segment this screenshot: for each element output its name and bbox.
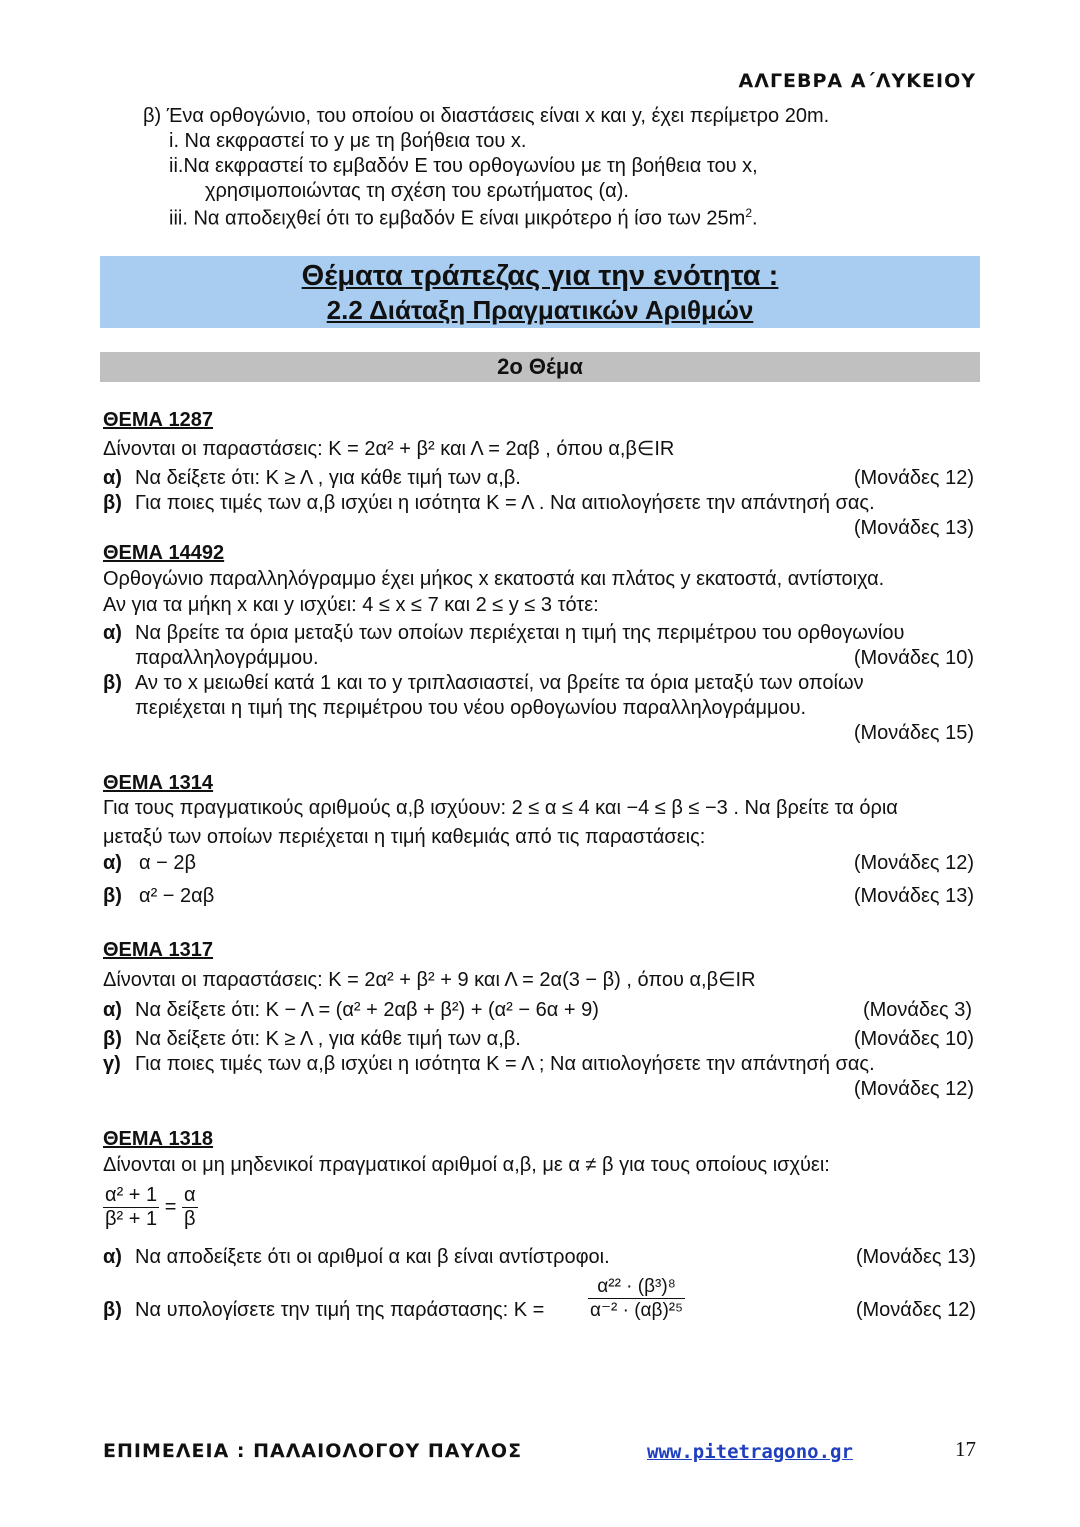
topic-14492-title: ΘΕΜΑ 14492 <box>103 542 225 564</box>
fraction-left: $\frac{\text{α² + 1}}{\text{β² + 1}}$ <box>105 1184 158 1230</box>
topic-1317-given: Δίνονται οι παραστάσεις: Κ = 2α² + β² + 9 και Λ = 2α(3 − β) , όπου α,β∈IR <box>103 969 756 991</box>
intro-iii: iii. Να αποδειχθεί ότι το εμβαδόν Ε είναι μικρότερο ή ίσο των $25m^2$. <box>169 206 758 230</box>
topic-1318-b-label: β) <box>103 1299 122 1321</box>
topic-1318-equation: $\frac{\text{α² + 1}}{\text{β² + 1}}$ = $\frac{\alpha}{\beta}$ <box>105 1184 196 1230</box>
topic-1317-c-points: (Μονάδες 12) <box>853 1078 974 1100</box>
topic-14492-a-label: α) <box>103 622 122 644</box>
topic-1314-b-label: β) <box>103 885 122 907</box>
topic-1287-a-points: (Μονάδες 12) <box>853 467 974 489</box>
topic-1318-a: Να αποδείξετε ότι οι αριθμοί α και β είναι αντίστροφοι. <box>135 1246 610 1268</box>
topic-1314-p2: μεταξύ των οποίων περιέχεται η τιμή καθεμιάς από τις παραστάσεις: <box>103 826 706 848</box>
intro-ii-a: ii.Να εκφραστεί το εμβαδόν Ε του ορθογωνίου με τη βοήθεια του x, <box>169 155 758 177</box>
topic-1287-b-points: (Μονάδες 13) <box>853 517 974 539</box>
topic-1287-a-label: α) <box>103 467 122 489</box>
topic-1318-k-fraction: $\frac{\text{α²² · (β³)⁸}}{\text{α⁻² · (αβ)²⁵}}$ <box>590 1276 683 1321</box>
topic-1287-given: Δίνονται οι παραστάσεις: Κ = 2α² + β² και Λ = 2αβ , όπου α,β∈IR <box>103 438 675 460</box>
intro-b: β) Ένα ορθογώνιο, του οποίου οι διαστάσεις είναι x και y, έχει περίμετρο 20m. <box>143 105 830 127</box>
topic-14492-a-points: (Μονάδες 10) <box>853 647 974 669</box>
intro-ii-b: χρησιμοποιώντας τη σχέση του ερωτήματος (α). <box>205 180 629 202</box>
topic-1287-a: Να δείξετε ότι: Κ ≥ Λ , για κάθε τιμή των α,β. <box>135 467 521 489</box>
topic-1314-b: α² − 2αβ <box>139 885 215 907</box>
topic-14492-p2: Αν για τα μήκη x και y ισχύει: 4 ≤ x ≤ 7 και 2 ≤ y ≤ 3 τότε: <box>103 594 599 616</box>
topic-1317-a-label: α) <box>103 999 122 1021</box>
topic-1318-title: ΘΕΜΑ 1318 <box>103 1128 214 1150</box>
footer-website-link[interactable]: www.pitetragono.gr <box>647 1441 853 1463</box>
topic-1317-c-label: γ) <box>103 1053 121 1075</box>
topic-1287-b-label: β) <box>103 492 122 514</box>
topic-14492-b2: περιέχεται η τιμή της περιμέτρου του νέου ορθογωνίου παραλληλογράμμου. <box>135 697 807 719</box>
topic-1317-b-points: (Μονάδες 10) <box>853 1028 974 1050</box>
footer-author: ΕΠΙΜΕΛΕΙΑ : ΠΑΛΑΙΟΛΟΓΟΥ ΠΑΥΛΟΣ <box>103 1440 523 1462</box>
running-header: ΑΛΓΕΒΡΑ Α΄ΛΥΚΕΙΟΥ <box>738 70 976 92</box>
topic-1318-a-points: (Μονάδες 13) <box>855 1246 976 1268</box>
topic-1318-b-points: (Μονάδες 12) <box>855 1299 976 1321</box>
topic-1314-a-label: α) <box>103 852 122 874</box>
topic-14492-a1: Να βρείτε τα όρια μεταξύ των οποίων περιέχεται η τιμή της περιμέτρου του ορθογωνίου <box>135 622 905 644</box>
topic-14492-b-label: β) <box>103 672 122 694</box>
topic-1314-a-points: (Μονάδες 12) <box>853 852 974 874</box>
banner-title: Θέματα τράπεζας για την ενότητα : <box>301 260 779 292</box>
topic-14492-p1: Ορθογώνιο παραλληλόγραμμο έχει μήκος x εκατοστά και πλάτος y εκατοστά, αντίστοιχα. <box>103 568 885 590</box>
intro-i: i. Να εκφραστεί το y με τη βοήθεια του x. <box>169 130 527 152</box>
topic-1318-p1: Δίνονται οι μη μηδενικοί πραγματικοί αριθμοί α,β, με α ≠ β για τους οποίους ισχύει: <box>103 1154 830 1176</box>
topic-banner <box>100 256 980 328</box>
banner-subtitle: 2.2 Διάταξη Πραγματικών Αριθμών <box>326 295 754 325</box>
topic-1314-a: α − 2β <box>139 852 196 874</box>
topic-1317-b-label: β) <box>103 1028 122 1050</box>
section-title: 2ο Θέμα <box>100 352 980 382</box>
topic-1318-a-label: α) <box>103 1246 122 1268</box>
page-number: 17 <box>955 1437 976 1461</box>
topic-1317-b: Να δείξετε ότι: Κ ≥ Λ , για κάθε τιμή των α,β. <box>135 1028 521 1050</box>
topic-1318-b: Να υπολογίσετε την τιμή της παράστασης: Κ = <box>135 1299 545 1321</box>
topic-1317-a: Να δείξετε ότι: Κ − Λ = (α² + 2αβ + β²) + (α² − 6α + 9) <box>135 999 599 1021</box>
topic-1317-title: ΘΕΜΑ 1317 <box>103 939 214 961</box>
topic-14492-b1: Αν το x μειωθεί κατά 1 και το y τριπλασιαστεί, να βρείτε τα όρια μεταξύ των οποίων <box>135 672 864 694</box>
topic-1314-b-points: (Μονάδες 13) <box>853 885 974 907</box>
fraction-right: $\frac{\alpha}{\beta}$ <box>183 1184 196 1230</box>
topic-1314-p1: Για τους πραγματικούς αριθμούς α,β ισχύουν: 2 ≤ α ≤ 4 και −4 ≤ β ≤ −3 . Να βρείτε τα όρια <box>103 797 898 819</box>
topic-14492-b-points: (Μονάδες 15) <box>853 722 974 744</box>
topic-14492-a2: παραλληλογράμμου. <box>135 647 319 669</box>
topic-1287-b: Για ποιες τιμές των α,β ισχύει η ισότητα Κ = Λ . Να αιτιολογήσετε την απάντησή σας. <box>135 492 875 514</box>
topic-1287-title: ΘΕΜΑ 1287 <box>103 409 214 431</box>
topic-1314-title: ΘΕΜΑ 1314 <box>103 772 214 794</box>
topic-1317-a-points: (Μονάδες 3) <box>862 999 972 1021</box>
topic-1317-c: Για ποιες τιμές των α,β ισχύει η ισότητα Κ = Λ ; Να αιτιολογήσετε την απάντησή σας. <box>135 1053 875 1075</box>
